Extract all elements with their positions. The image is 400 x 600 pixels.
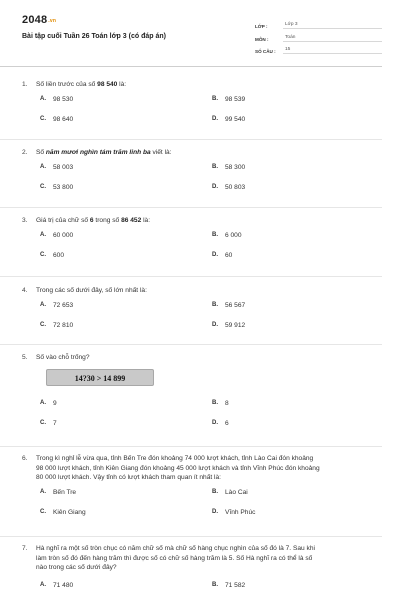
option-b[interactable] bbox=[212, 581, 245, 590]
option-letter: B. bbox=[212, 581, 218, 588]
option-letter: A. bbox=[40, 488, 46, 495]
question-2 bbox=[22, 148, 382, 195]
option-a[interactable] bbox=[40, 581, 73, 590]
question-text bbox=[36, 544, 382, 573]
question-3 bbox=[22, 216, 382, 263]
question-7 bbox=[22, 544, 382, 593]
option-text: 600 bbox=[53, 251, 65, 259]
option-letter: C. bbox=[40, 419, 46, 426]
option-text: 59 912 bbox=[225, 321, 246, 329]
question-divider bbox=[0, 446, 382, 447]
meta-value: 15 bbox=[283, 47, 382, 54]
option-text: 50 803 bbox=[225, 183, 246, 191]
question-number: 7. bbox=[22, 545, 28, 552]
text-line: làm tròn số đó đến hàng trăm thì được số có chữ số hàng trăm là 5. Số Hà nghĩ ra có thể là số bbox=[36, 554, 313, 562]
answer-options bbox=[22, 231, 382, 263]
option-letter: C. bbox=[40, 251, 46, 258]
option-letter: D. bbox=[212, 183, 218, 190]
option-a[interactable] bbox=[40, 488, 76, 497]
option-c[interactable] bbox=[40, 321, 73, 330]
option-d[interactable] bbox=[212, 321, 245, 330]
option-c[interactable] bbox=[40, 508, 86, 517]
option-d[interactable] bbox=[212, 251, 232, 260]
text-bold: năm mươi nghìn tám trăm linh ba bbox=[45, 149, 151, 156]
option-b[interactable] bbox=[212, 95, 245, 104]
option-letter: B. bbox=[212, 95, 218, 102]
site-logo[interactable] bbox=[22, 14, 56, 26]
option-d[interactable] bbox=[212, 419, 229, 428]
meta-row-count bbox=[255, 43, 382, 54]
question-number: 3. bbox=[22, 217, 28, 224]
option-d[interactable] bbox=[212, 508, 255, 517]
option-text: 56 567 bbox=[225, 301, 246, 309]
question-stem bbox=[22, 286, 382, 296]
option-text: 8 bbox=[225, 399, 229, 407]
header-divider bbox=[0, 66, 382, 67]
option-text: 71 582 bbox=[225, 581, 246, 589]
option-text: 98 539 bbox=[225, 95, 246, 103]
option-letter: B. bbox=[212, 301, 218, 308]
question-divider bbox=[0, 536, 382, 537]
option-a[interactable] bbox=[40, 399, 57, 408]
question-text bbox=[36, 148, 382, 158]
option-letter: D. bbox=[212, 115, 218, 122]
answer-options bbox=[22, 581, 382, 593]
text-line: nào trong các số dưới đây? bbox=[36, 564, 117, 571]
formula-box: 14?30 > 14 899 bbox=[46, 369, 154, 386]
option-text: 72 653 bbox=[53, 301, 74, 309]
question-divider bbox=[0, 344, 382, 345]
question-text: Số vào chỗ trống? bbox=[36, 354, 90, 361]
question-number: 6. bbox=[22, 455, 28, 462]
text-line: 80 000 lượt khách. Vậy tỉnh có lượt khách tham quan ít nhất là: bbox=[36, 474, 221, 481]
question-number: 1. bbox=[22, 81, 28, 88]
option-letter: B. bbox=[212, 231, 218, 238]
option-letter: A. bbox=[40, 95, 46, 102]
question-stem bbox=[22, 216, 382, 226]
option-letter: C. bbox=[40, 508, 46, 515]
text-part: Số liền trước của số bbox=[36, 81, 98, 88]
question-stem bbox=[22, 454, 382, 483]
option-c[interactable] bbox=[40, 251, 64, 260]
question-number: 2. bbox=[22, 149, 28, 156]
option-letter: D. bbox=[212, 419, 218, 426]
option-b[interactable] bbox=[212, 163, 245, 172]
question-divider bbox=[0, 207, 382, 208]
option-text: 6 bbox=[225, 419, 229, 427]
option-b[interactable] bbox=[212, 231, 242, 240]
logo-suffix: .vn bbox=[48, 18, 57, 24]
option-text: 98 530 bbox=[53, 95, 74, 103]
question-divider bbox=[0, 139, 382, 140]
option-text: 7 bbox=[53, 419, 57, 427]
meta-label: SỐ CÂU : bbox=[255, 49, 276, 54]
text-part: là: bbox=[141, 217, 151, 224]
option-b[interactable] bbox=[212, 399, 229, 408]
question-stem bbox=[22, 353, 382, 363]
logo-main: 2048 bbox=[22, 14, 48, 26]
question-text bbox=[36, 454, 382, 483]
option-letter: A. bbox=[40, 581, 46, 588]
meta-row-class bbox=[255, 18, 382, 29]
option-d[interactable] bbox=[212, 115, 245, 124]
text-part: trong số bbox=[93, 217, 122, 224]
option-text: 60 bbox=[225, 251, 233, 259]
meta-label: LỚP : bbox=[255, 24, 268, 29]
option-text: 71 480 bbox=[53, 581, 74, 589]
option-c[interactable] bbox=[40, 183, 73, 192]
option-letter: C. bbox=[40, 115, 46, 122]
answer-options bbox=[22, 488, 382, 520]
question-1 bbox=[22, 80, 382, 127]
option-text: Vĩnh Phúc bbox=[225, 508, 256, 516]
text-bold: 86 452 bbox=[121, 217, 142, 224]
worksheet-header bbox=[22, 14, 382, 62]
answer-options bbox=[22, 95, 382, 127]
option-text: 9 bbox=[53, 399, 57, 407]
text-bold: 98 540 bbox=[97, 81, 118, 88]
option-letter: B. bbox=[212, 163, 218, 170]
answer-options bbox=[22, 399, 382, 431]
worksheet-meta bbox=[255, 18, 382, 56]
question-number: 5. bbox=[22, 354, 28, 361]
text-part: viết là: bbox=[150, 149, 172, 156]
text-line: Trong kì nghỉ lễ vừa qua, tỉnh Bến Tre đón khoảng 74 000 lượt khách, tỉnh Lào Cai đón khoảng bbox=[36, 455, 314, 462]
option-letter: D. bbox=[212, 508, 218, 515]
option-text: 98 640 bbox=[53, 115, 74, 123]
option-text: 6 000 bbox=[225, 231, 242, 239]
answer-options bbox=[22, 301, 382, 333]
option-b[interactable] bbox=[212, 301, 245, 310]
question-number: 4. bbox=[22, 287, 28, 294]
question-stem bbox=[22, 544, 382, 573]
meta-value: Lớp 3 bbox=[283, 22, 382, 29]
text-line: 98 000 lượt khách, tỉnh Kiên Giang đón khoảng 45 000 lượt khách và tỉnh Vĩnh Phúc đón khoảng bbox=[36, 464, 320, 472]
option-letter: C. bbox=[40, 183, 46, 190]
meta-row-subject bbox=[255, 31, 382, 42]
option-text: 72 810 bbox=[53, 321, 74, 329]
option-letter: D. bbox=[212, 251, 218, 258]
option-text: 60 000 bbox=[53, 231, 74, 239]
option-letter: A. bbox=[40, 399, 46, 406]
worksheet-title: Bài tập cuối Tuần 26 Toán lớp 3 (có đáp án) bbox=[22, 33, 166, 40]
question-5 bbox=[22, 353, 382, 431]
text-part: Số bbox=[36, 149, 46, 156]
option-text: Lào Cai bbox=[225, 488, 248, 496]
option-letter: C. bbox=[40, 321, 46, 328]
question-divider bbox=[0, 276, 382, 277]
question-text: Trong các số dưới đây, số lớn nhất là: bbox=[36, 287, 147, 294]
meta-value: Toán bbox=[283, 35, 382, 42]
option-c[interactable] bbox=[40, 115, 73, 124]
question-6 bbox=[22, 454, 382, 520]
question-4 bbox=[22, 286, 382, 333]
option-a[interactable] bbox=[40, 95, 73, 104]
option-b[interactable] bbox=[212, 488, 248, 497]
option-letter: A. bbox=[40, 231, 46, 238]
question-text bbox=[36, 216, 382, 226]
text-bold: 6 bbox=[89, 217, 94, 224]
option-text: 58 300 bbox=[225, 163, 246, 171]
option-a[interactable] bbox=[40, 231, 73, 240]
question-text bbox=[36, 80, 382, 90]
option-text: 53 800 bbox=[53, 183, 74, 191]
text-part: là: bbox=[117, 81, 127, 88]
option-text: Bến Tre bbox=[53, 488, 77, 496]
option-c[interactable] bbox=[40, 419, 57, 428]
option-text: 58 003 bbox=[53, 163, 74, 171]
text-line: Hà nghĩ ra một số tròn chục có năm chữ số mà chữ số hàng chục nghìn của số đó là 7. Sau khi bbox=[36, 545, 315, 552]
option-letter: D. bbox=[212, 321, 218, 328]
option-d[interactable] bbox=[212, 183, 245, 192]
option-letter: B. bbox=[212, 488, 218, 495]
option-letter: A. bbox=[40, 301, 46, 308]
meta-label: MÔN : bbox=[255, 36, 269, 42]
option-text: 99 540 bbox=[225, 115, 246, 123]
option-a[interactable] bbox=[40, 163, 73, 172]
option-text: Kiên Giang bbox=[53, 508, 86, 516]
option-a[interactable] bbox=[40, 301, 73, 310]
question-stem bbox=[22, 148, 382, 158]
text-part: Giá trị của chữ số bbox=[36, 217, 90, 224]
option-letter: B. bbox=[212, 399, 218, 406]
option-letter: A. bbox=[40, 163, 46, 170]
question-stem bbox=[22, 80, 382, 90]
answer-options bbox=[22, 163, 382, 195]
